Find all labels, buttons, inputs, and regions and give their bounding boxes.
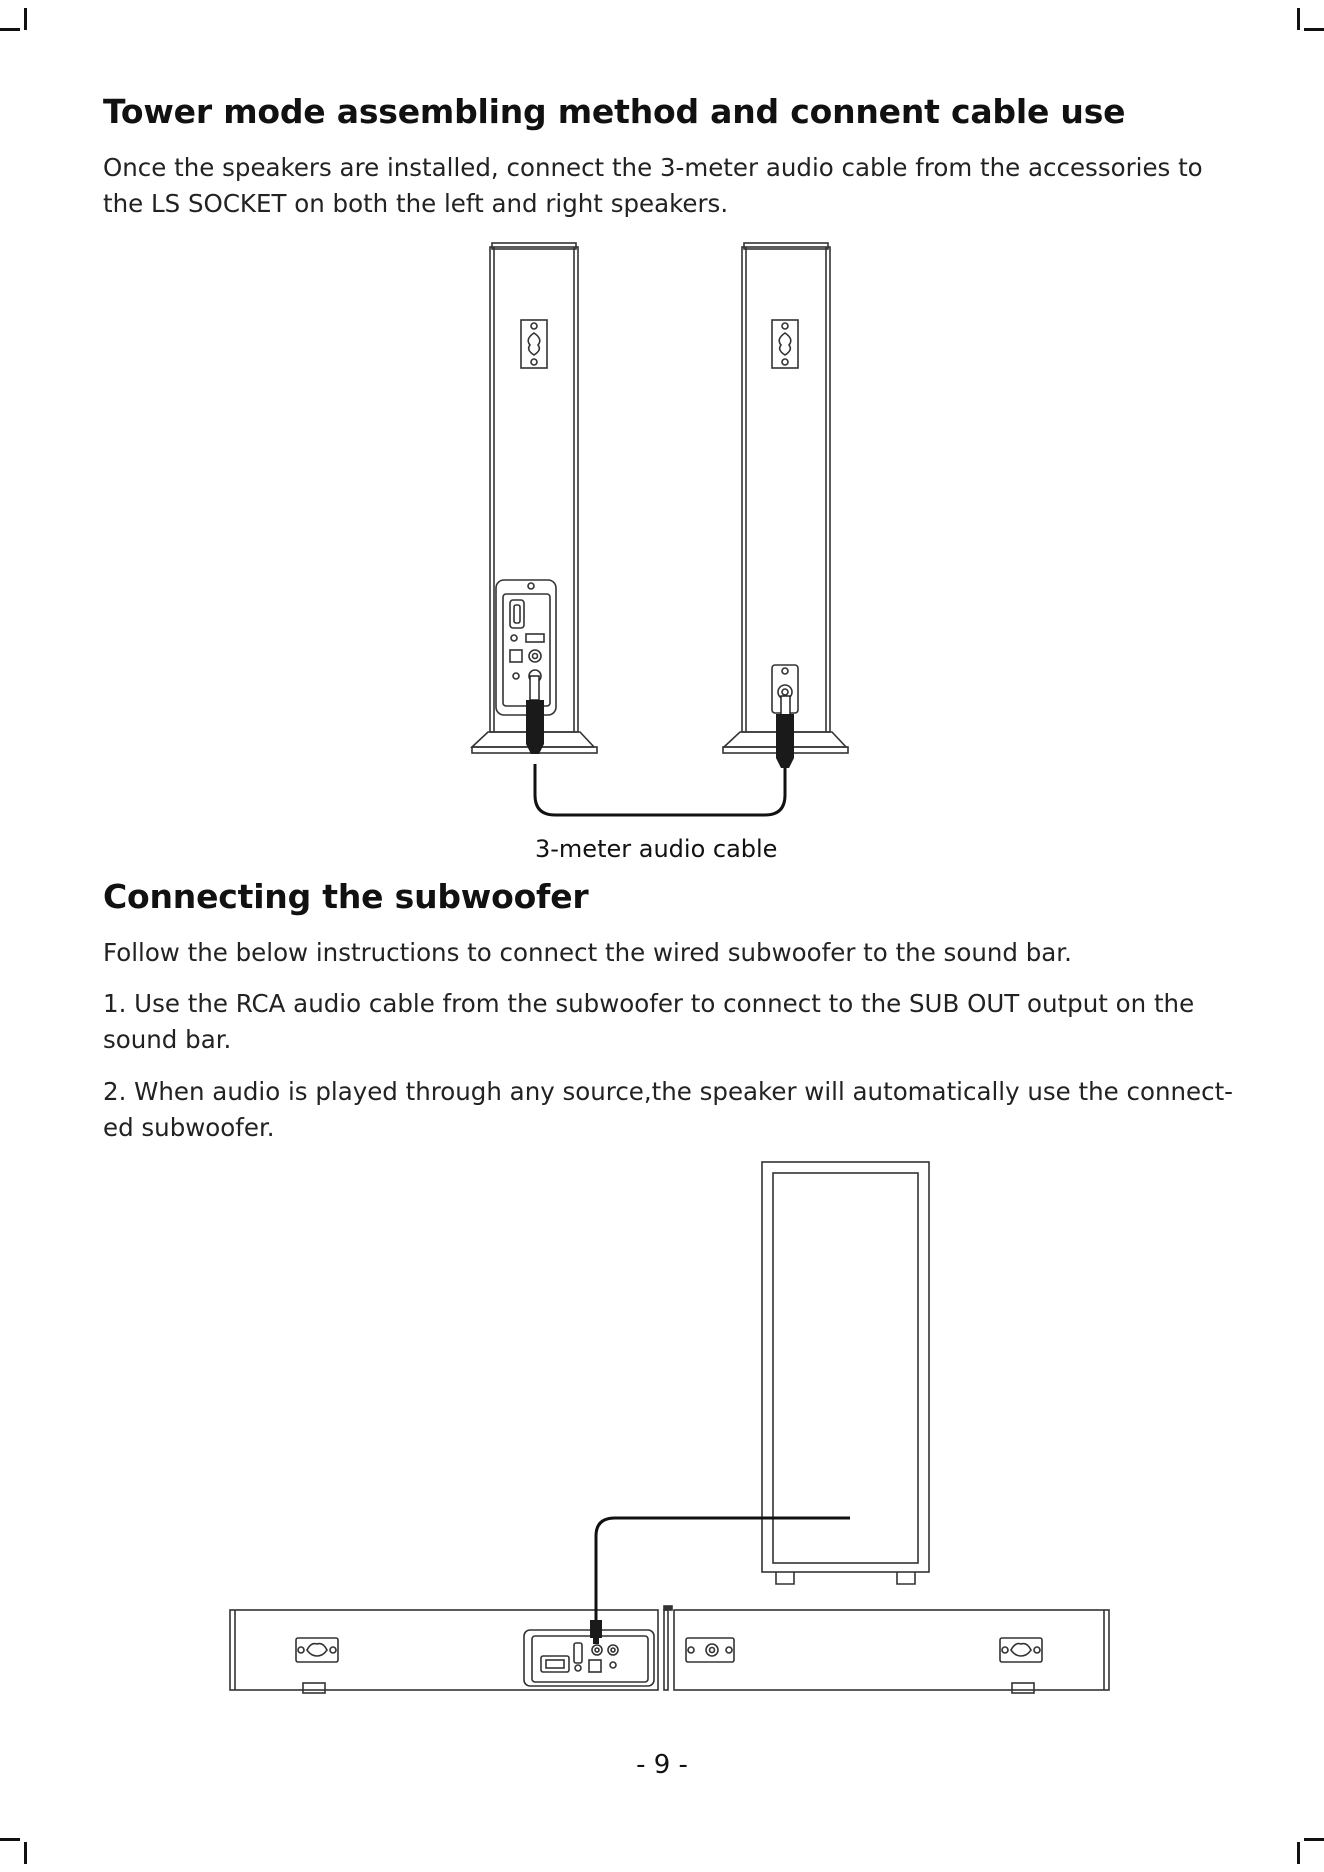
- section-heading-tower-mode: Tower mode assembling method and connent cable use: [103, 92, 1126, 131]
- section-heading-subwoofer: Connecting the subwoofer: [103, 877, 589, 916]
- page-number: - 9 -: [636, 1750, 688, 1780]
- subwoofer-step-2: 2. When audio is played through any source,the speaker will automatically use the connect-ed subwoofer.: [103, 1077, 1234, 1142]
- tower-mode-instructions: Once the speakers are installed, connect the 3-meter audio cable from the accessories to the LS SOCKET on both the left and right speakers.: [103, 153, 1203, 218]
- subwoofer: [762, 1162, 929, 1584]
- subwoofer-intro: Follow the below instructions to connect the wired subwoofer to the sound bar.: [103, 938, 1072, 967]
- sound-bar-right-section: [664, 1606, 1109, 1693]
- rca-cable: [590, 1518, 850, 1644]
- sound-bar-left-section: [230, 1610, 668, 1693]
- subwoofer-step-1: 1. Use the RCA audio cable from the subwoofer to connect to the SUB OUT output on the sound bar.: [103, 989, 1195, 1054]
- figure-caption-audio-cable: 3-meter audio cable: [535, 835, 778, 863]
